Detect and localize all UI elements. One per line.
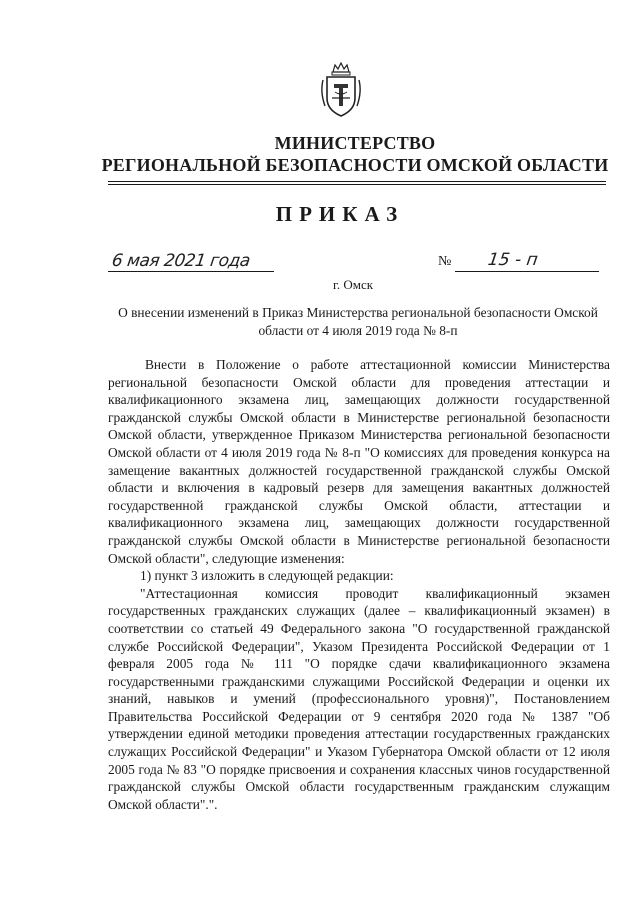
ministry-name-line2: РЕГИОНАЛЬНОЙ БЕЗОПАСНОСТИ ОМСКОЙ ОБЛАСТИ: [101, 155, 609, 175]
document-type-title: ПРИКАЗ: [275, 202, 405, 226]
document-subject: О внесении изменений в Приказ Министерства региональной безопасности Омской области от 4 июля 2019 года № 8-п: [118, 305, 598, 338]
number-underline: [455, 271, 599, 272]
document-city: г. Омск: [333, 277, 374, 292]
coat-of-arms-icon: [319, 62, 363, 118]
number-sign: №: [438, 254, 452, 269]
ministry-name-line1: МИНИСТЕРСТВО: [274, 133, 436, 153]
body-item-1: 1) пункт 3 изложить в следующей редакции:: [140, 568, 394, 584]
body-quote-paragraph: "Аттестационная комиссия проводит квалификационный экзамен государственных гражданских служащих (далее – квалификационный экзамен) в соответствии со статьей 49 Федерального закона "О государственной гражданской службе Российской Федерации", Указом Президента Российской Федерации от 1 февраля 2005 года № 111 "О порядке сдачи квалификационного экзамена государственными гражданскими служащими Российской Федерации и оценки их знаний, навыков и умений (профессионального уровня)", Постановлением Правительства Российской Федерации от 9 сентября 2020 года № 1387 "Об утверждении единой методики проведения аттестации государственных гражданских служащих Российской Федерации" и Указом Губернатора Омской области от 12 июля 2005 года № 83 "О порядке присвоения и сохранения классных чинов государственной гражданской службы Омской области государственным гражданским служащим Омской области".".: [108, 585, 610, 812]
header-rule-thin: [108, 184, 606, 185]
header-rule: [108, 181, 606, 182]
date-underline: [108, 271, 274, 272]
document-number: 15 - п: [486, 250, 540, 270]
document-date: 6 мая 2021 года: [110, 251, 252, 271]
body-intro-paragraph: Внести в Положение о работе аттестационной комиссии Министерства региональной безопасности Омской области для проведения аттестации и квалификационного экзамена лиц, замещающих должности государственной гражданской службы Омской области в Министерстве региональной безопасности Омской области, утвержденное Приказом Министерства региональной безопасности Омской области от 4 июля 2019 года № 8-п "О комиссиях для проведения конкурса на замещение вакантных должностей государственной гражданской службы Омской области и включения в кадровый резерв для замещения вакантных должностей государственной гражданской службы Омской области, аттестации и квалификационного экзамена лиц, замещающих должности государственной гражданской службы Омской области в Министерстве региональной безопасности Омской области", следующие изменения:: [108, 357, 610, 566]
document-body: [108, 356, 610, 813]
